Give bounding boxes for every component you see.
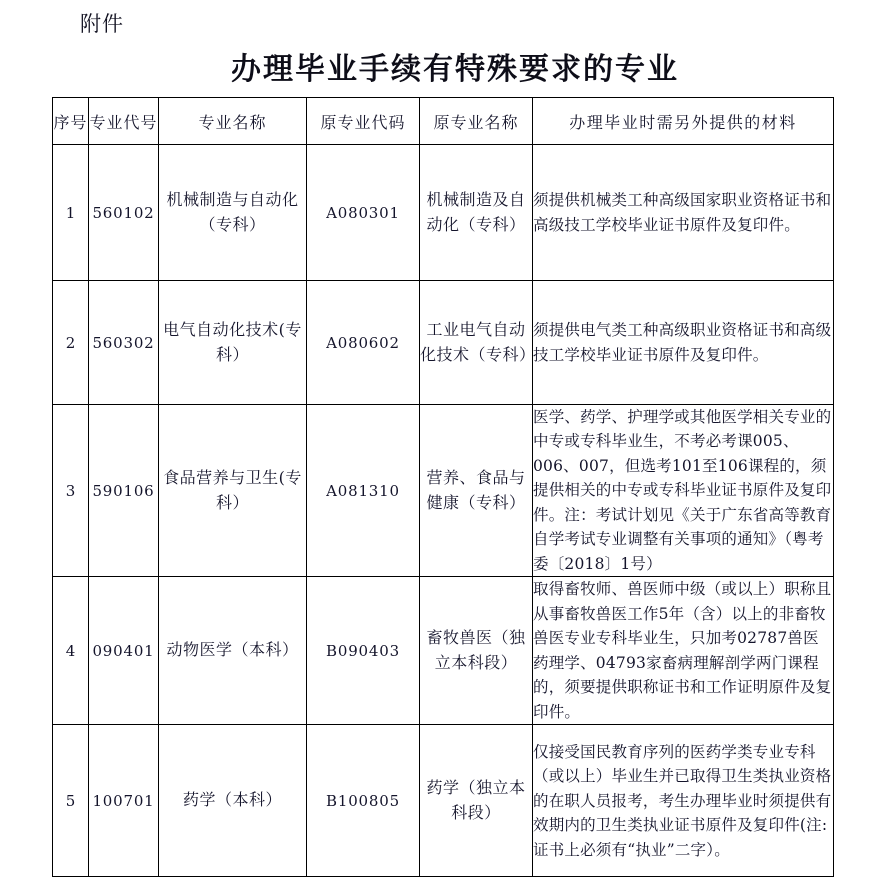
- cell-major-name: 食品营养与卫生(专科）: [159, 405, 307, 577]
- table-row: [53, 281, 834, 405]
- cell-major-code: 590106: [89, 405, 159, 577]
- cell-major-name: 机械制造与自动化（专科）: [159, 145, 307, 281]
- table-row: [53, 145, 834, 281]
- attachment-label: 附件: [80, 12, 124, 36]
- cell-index: 4: [53, 577, 89, 725]
- header-major-code: 专业代号: [89, 98, 159, 145]
- header-old-major-code: 原专业代码: [307, 98, 420, 145]
- cell-old-major-name: 营养、食品与健康（专科）: [420, 405, 533, 577]
- cell-old-major-name: 机械制造及自动化（专科）: [420, 145, 533, 281]
- table-row: [53, 405, 834, 577]
- majors-table-container: [52, 97, 833, 877]
- header-index: 序号: [53, 98, 89, 145]
- cell-major-name: 动物医学（本科）: [159, 577, 307, 725]
- cell-index: 3: [53, 405, 89, 577]
- table-header-row: [53, 98, 834, 145]
- cell-old-major-code: A081310: [307, 405, 420, 577]
- cell-old-major-code: A080602: [307, 281, 420, 405]
- table-row: [53, 725, 834, 877]
- majors-table: [52, 97, 834, 877]
- cell-old-major-code: A080301: [307, 145, 420, 281]
- page-title: 办理毕业手续有特殊要求的专业: [231, 52, 679, 87]
- cell-index: 1: [53, 145, 89, 281]
- cell-old-major-name: 工业电气自动化技术（专科）: [420, 281, 533, 405]
- cell-major-code: 560302: [89, 281, 159, 405]
- header-material: 办理毕业时需另外提供的材料: [533, 98, 834, 145]
- cell-material: 须提供电气类工种高级职业资格证书和高级技工学校毕业证书原件及复印件。: [533, 281, 834, 405]
- cell-old-major-code: B090403: [307, 577, 420, 725]
- cell-material: 取得畜牧师、兽医师中级（或以上）职称且从事畜牧兽医工作5年（含）以上的非畜牧兽医专业专科毕业生，只加考02787兽医药理学、04793家畜病理解剖学两门课程的，须要提供职称证书和工作证明原件及复印件。: [533, 577, 834, 725]
- cell-major-code: 560102: [89, 145, 159, 281]
- cell-old-major-code: B100805: [307, 725, 420, 877]
- table-row: [53, 577, 834, 725]
- table-header: [53, 98, 834, 145]
- cell-index: 2: [53, 281, 89, 405]
- cell-index: 5: [53, 725, 89, 877]
- table-body: [53, 145, 834, 877]
- cell-material: 医学、药学、护理学或其他医学相关专业的中专或专科毕业生，不考必考课005、006、007，但选考101至106课程的，须提供相关的中专或专科毕业证书原件及复印件。注：考试计划见《关于广东省高等教育自学考试专业调整有关事项的通知》（粤考委〔2018〕1号）: [533, 405, 834, 577]
- cell-material: 须提供机械类工种高级国家职业资格证书和高级技工学校毕业证书原件及复印件。: [533, 145, 834, 281]
- cell-old-major-name: 药学（独立本科段）: [420, 725, 533, 877]
- cell-major-name: 药学（本科）: [159, 725, 307, 877]
- header-major-name: 专业名称: [159, 98, 307, 145]
- cell-major-name: 电气自动化技术(专科）: [159, 281, 307, 405]
- cell-old-major-name: 畜牧兽医（独立本科段）: [420, 577, 533, 725]
- header-old-major-name: 原专业名称: [420, 98, 533, 145]
- cell-major-code: 090401: [89, 577, 159, 725]
- cell-major-code: 100701: [89, 725, 159, 877]
- cell-material: 仅接受国民教育序列的医药学类专业专科（或以上）毕业生并已取得卫生类执业资格的在职人员报考，考生办理毕业时须提供有效期内的卫生类执业证书原件及复印件(注: 证书上必须有“执业”二字）。: [533, 725, 834, 877]
